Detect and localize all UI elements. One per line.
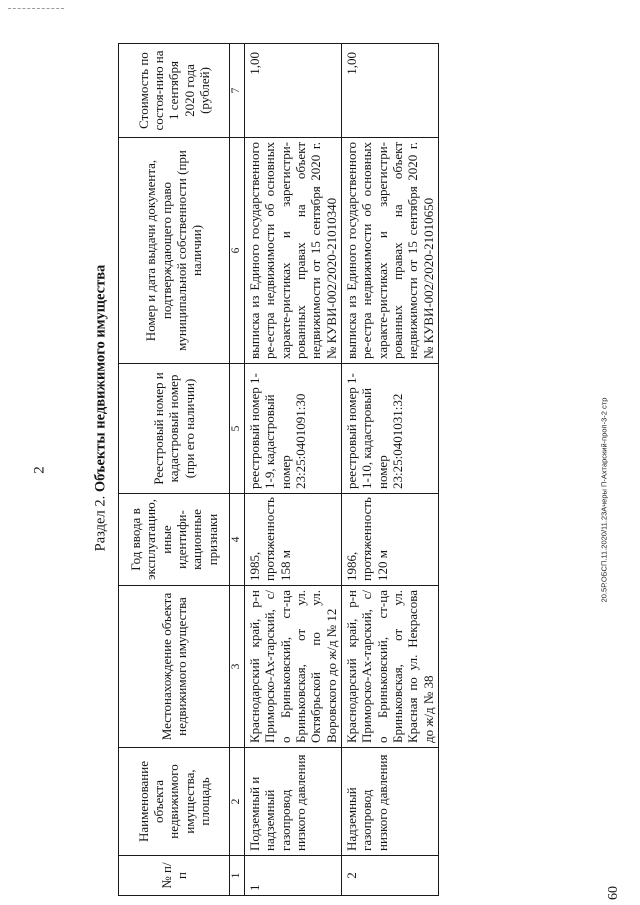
page-number: 2 [31, 466, 48, 474]
section-title-prefix: Раздел 2. [92, 495, 109, 552]
header-document: Номер и дата выдачи документа, подтверждающего право муниципальной собственности (при наличии) [119, 138, 230, 364]
object-year: 1985, протяженность 158 м [245, 494, 342, 586]
section-title-bold: Объекты недвижимого имущества [92, 264, 109, 493]
object-document: выписка из Единого государственного ре-естра недвижимости об основных характе-ристиках и зарегистри-рованных правах на объект недвижимости от 15 сентября 2020 г. № КУВИ-002/2020-21010650 [341, 138, 438, 364]
object-name: Подземный и надземный газопровод низкого давления [245, 748, 342, 856]
column-number-row [230, 44, 245, 896]
object-name: Надземный газопровод низкого давления [341, 748, 438, 856]
row-number: 2 [341, 856, 438, 896]
row-number: 1 [245, 856, 342, 896]
object-registry: реестровый номер 1-1-10, кадастровый номер 23:25:0401031:32 [341, 364, 438, 494]
table-row [341, 44, 438, 896]
sheet-number: 60 [606, 886, 621, 900]
object-location: Краснодарский край, р-н Приморско-Ах-тарский, с/о Бриньковский, ст-ца Бриньковская, от ул. Красная по ул. Некрасова до ж/д № 38 [341, 586, 438, 748]
header-year: Год ввода в эксплуатацию, иные идентифи-кационные признаки [119, 494, 230, 586]
object-cost: 1,00 [245, 44, 342, 138]
object-registry: реестровый номер 1-1-9, кадастровый номер 23:25:0401091:30 [245, 364, 342, 494]
property-table [118, 43, 439, 896]
column-number: 4 [230, 494, 245, 586]
object-cost: 1,00 [341, 44, 438, 138]
scan-dash-mark [8, 8, 64, 9]
header-location: Местонахождение объекта недвижимого имущества [119, 586, 230, 748]
object-location: Краснодарский край, р-н Приморско-Ах-тарский, с/о Бриньковский, ст-ца Бриньковская, от ул. Октябрьской по ул. Воровского до ж/д № 12 [245, 586, 342, 748]
document-footer-code: 20.5Р.ОБСП.11.2020/11.23Ачеры П-Ахтарский-проп-3-2 стр [599, 397, 609, 603]
property-table-rotated [118, 44, 592, 896]
object-document: выписка из Единого государственного ре-естра недвижимости об основных характе-ристиках и зарегистри-рованных правах на объект недвижимости от 15 сентября 2020 г. № КУВИ-002/2020-21010340 [245, 138, 342, 364]
column-number: 2 [230, 748, 245, 856]
column-number: 1 [230, 856, 245, 896]
section-title [93, 265, 110, 552]
header-number: № п/п [119, 856, 230, 896]
object-year: 1986, протяженность 120 м [341, 494, 438, 586]
property-table-wrapper [118, 44, 592, 896]
table-row [245, 44, 342, 896]
table-header-row [119, 44, 230, 896]
header-cost: Стоимость по состоя-нию на 1 сентября 2020 года (рублей) [119, 44, 230, 138]
column-number: 3 [230, 586, 245, 748]
header-name: Наименование объекта недвижимого имущества, площадь [119, 748, 230, 856]
column-number: 5 [230, 364, 245, 494]
header-registry: Реестровый номер и кадастровый номер (при его наличии) [119, 364, 230, 494]
column-number: 6 [230, 138, 245, 364]
column-number: 7 [230, 44, 245, 138]
